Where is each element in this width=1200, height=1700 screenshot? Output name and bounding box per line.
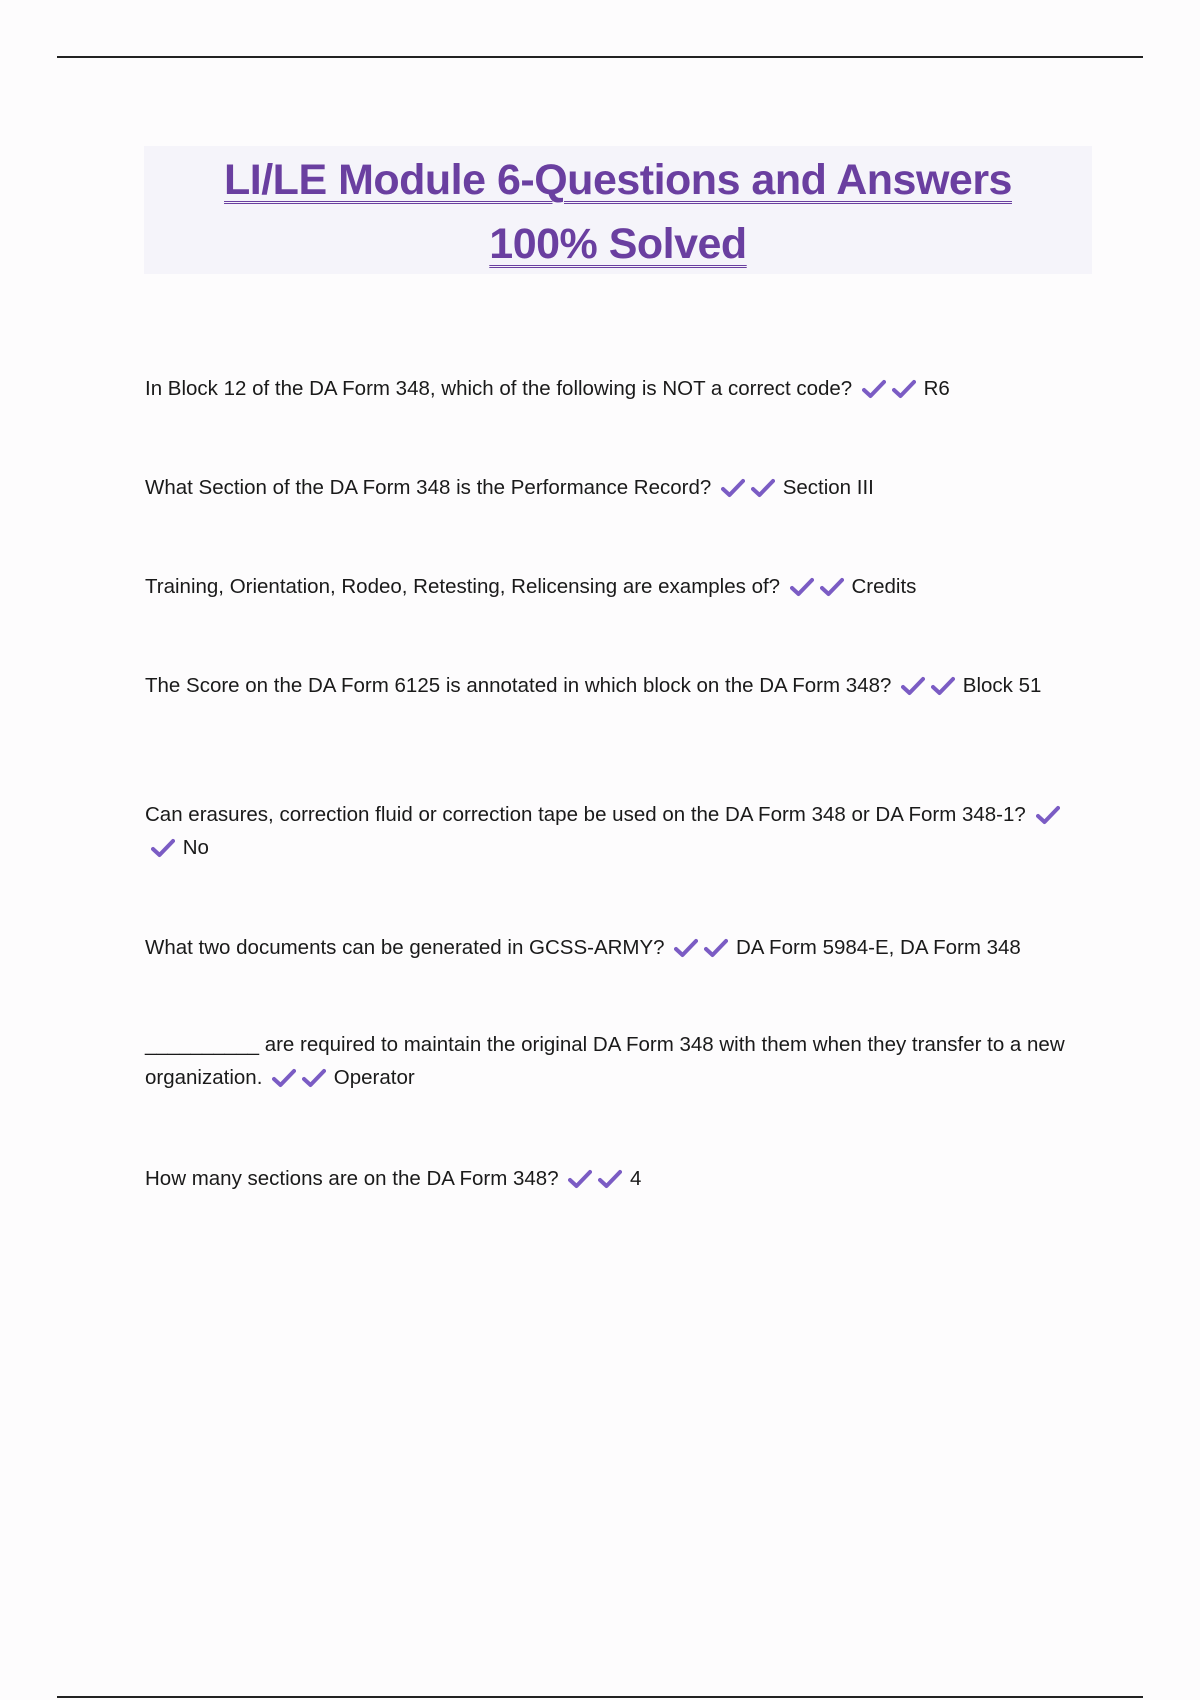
checkmark-icon — [892, 379, 916, 399]
question-text: Training, Orientation, Rodeo, Retesting, Relicensing are examples of? — [145, 575, 781, 598]
qa-item — [145, 471, 1080, 504]
question-text: Can erasures, correction fluid or correction tape be used on the DA Form 348 or DA Form 348-1? — [145, 803, 1026, 826]
answer-text: R6 — [923, 377, 950, 400]
checkmark-icon — [674, 938, 698, 958]
checkmark-icon — [820, 577, 844, 597]
checkmark-icon — [901, 676, 925, 696]
checkmark-icon — [931, 676, 955, 696]
checkmark-icon — [568, 1169, 592, 1189]
qa-item — [145, 798, 1080, 864]
checkmark-icon — [790, 577, 814, 597]
checkmark-icon — [272, 1068, 296, 1088]
answer-text: Section III — [782, 476, 874, 499]
question-text: The Score on the DA Form 6125 is annotated in which block on the DA Form 348? — [145, 674, 892, 697]
qa-item — [145, 1162, 1080, 1195]
question-text: How many sections are on the DA Form 348? — [145, 1167, 559, 1190]
checkmark-icon — [1036, 805, 1060, 825]
checkmark-icon — [598, 1169, 622, 1189]
qa-item — [145, 931, 1080, 964]
answer-text: No — [182, 836, 209, 859]
answer-text: Operator — [333, 1066, 415, 1089]
question-text: __________ are required to maintain the original DA Form 348 with them when they transfer to a new organization. — [145, 1033, 1065, 1089]
question-text: In Block 12 of the DA Form 348, which of the following is NOT a correct code? — [145, 377, 853, 400]
qa-item — [145, 570, 1080, 603]
page-title-line-1: LI/LE Module 6-Questions and Answers — [224, 156, 1012, 204]
qa-item — [145, 372, 1080, 405]
checkmark-icon — [721, 478, 745, 498]
checkmark-icon — [704, 938, 728, 958]
qa-item — [145, 669, 1080, 702]
checkmark-icon — [302, 1068, 326, 1088]
page-title-line-2: 100% Solved — [489, 220, 747, 268]
checkmark-icon — [151, 838, 175, 858]
qa-item — [145, 1028, 1080, 1094]
title-banner — [144, 146, 1092, 274]
checkmark-icon — [862, 379, 886, 399]
answer-text: Credits — [851, 575, 917, 598]
answer-text: DA Form 5984-E, DA Form 348 — [736, 936, 1021, 959]
checkmark-icon — [751, 478, 775, 498]
top-rule — [57, 56, 1143, 58]
answer-text: Block 51 — [962, 674, 1042, 697]
bottom-rule — [57, 1696, 1143, 1698]
answer-text: 4 — [630, 1167, 642, 1190]
question-text: What two documents can be generated in GCSS-ARMY? — [145, 936, 665, 959]
question-text: What Section of the DA Form 348 is the Performance Record? — [145, 476, 712, 499]
